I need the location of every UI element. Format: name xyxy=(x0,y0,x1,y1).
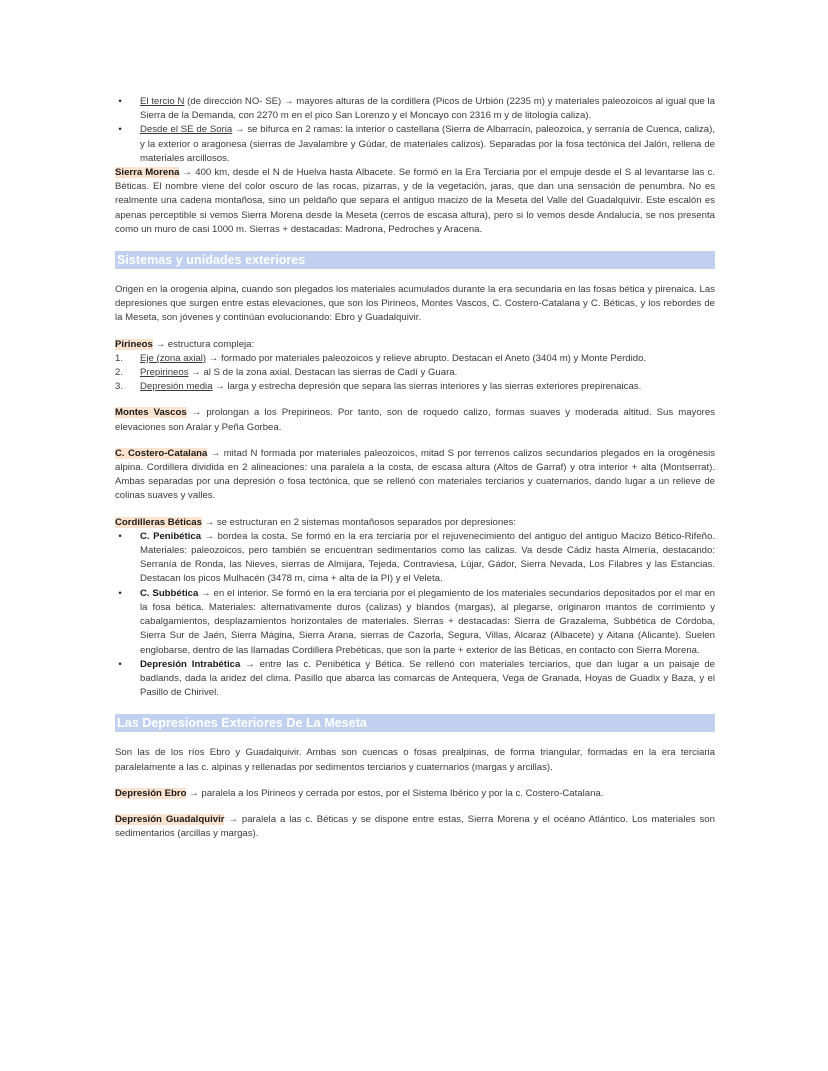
section-heading: Las Depresiones Exteriores De La Meseta xyxy=(115,714,715,732)
intro-bullet-list xyxy=(115,95,715,166)
bullet-icon: • xyxy=(118,124,122,136)
list-number: 3. xyxy=(115,381,124,393)
section-intro: Son las de los ríos Ebro y Guadalquivir. Ambas son cuencas o fosas prealpinas, de forma triangular, formadas en la era terciaria paralelamente a las c. alpinas y rellenadas por sedimentos terciarios y cuaternarios (margas y arcillas). xyxy=(115,747,715,773)
paragraph-text: → paralela a las c. Béticas y se dispone entre estas, Sierra Morena y el océano Atlántico. Los materiales son sedimentarios (arcillas y margas). xyxy=(115,813,715,840)
bullet-icon: • xyxy=(118,658,122,670)
highlighted-term: Pirineos xyxy=(115,338,153,350)
item-lead: Depresión media xyxy=(140,381,213,393)
list-number: 2. xyxy=(115,367,124,379)
item-lead: C. Subbética xyxy=(140,587,199,599)
paragraph-text: → se estructuran en 2 sistemas montañosos separados por depresiones: xyxy=(201,516,517,528)
highlighted-term: Cordilleras Béticas xyxy=(115,516,202,528)
paragraph-text: → prolongan a los Prepirineos. Por tanto, son de roquedo calizo, formas suaves y moderada altitud. Sus mayores elevaciones son Aralar y Peña Gorbea. xyxy=(115,407,715,433)
item-text: → al S de la zona axial. Destacan las sierras de Cadí y Guara. xyxy=(188,367,458,379)
highlighted-term: Montes Vascos xyxy=(115,407,187,419)
list-item xyxy=(115,123,715,166)
item-lead: C. Penibética xyxy=(140,530,202,542)
pirineos-block xyxy=(115,338,715,395)
paragraph-text: → estructura compleja: xyxy=(152,338,255,350)
paragraph-text: → 400 km, desde el N de Huelva hasta Albacete. Se formó en la Era Terciaria por el empuje desde el S al levantarse las c. Béticas. El nombre viene del color oscuro de las rocas, pizarras, y de la vegetación, jaras, que dan una sensación de penumbra. No es realmente una cadena montañosa, sino un peldaño que separa el antiguo macizo de la Meseta del Valle del Guadalquivir. Este escalón es apenas perceptible si vemos Sierra Morena desde la Meseta (cerros de escasa altura), pero si lo vemos desde Andalucía, se nos presenta como un muro de casi 1000 m. Sierras + destacadas: Madrona, Pedroches y Aracena. xyxy=(115,167,715,235)
highlighted-term: Depresión Ebro xyxy=(115,787,187,799)
highlighted-term: Depresión Guadalquivir xyxy=(115,813,225,825)
item-text: → larga y estrecha depresión que separa las sierras interiores y las sierras exteriores prepirenaicas. xyxy=(212,381,642,393)
paragraph-text: → mitad N formada por materiales paleozoicos, mitad S por terrenos calizos secundarios plegados en la orogénesis alpina. Cordillera dividida en 2 alineaciones: una paralela a la costa, de escasa altura (Altos de Garraf) y otra interior + alta (Montserrat). Ambas separadas por una depresión o fosa tectónica, que se rellenó con materiales terciarios y cuaternarios, dando lugar a un relieve de colinas suaves y valles. xyxy=(115,447,715,502)
item-lead: Depresión Intrabética xyxy=(140,658,241,670)
list-item xyxy=(115,530,715,587)
guadalquivir-paragraph xyxy=(115,813,715,841)
pirineos-heading xyxy=(115,338,715,352)
bullet-lead: Desde el SE de Soria xyxy=(140,124,233,136)
item-lead: Prepirineos xyxy=(140,367,189,379)
list-item xyxy=(115,587,715,658)
montes-vascos-paragraph xyxy=(115,406,715,434)
paragraph-text: → paralela a los Pirineos y cerrada por estos, por el Sistema Ibérico y por la c. Costero-Catalana. xyxy=(186,787,604,799)
beticas-block xyxy=(115,516,715,701)
section-heading: Sistemas y unidades exteriores xyxy=(115,251,715,269)
list-item xyxy=(115,352,715,366)
costero-catalana-paragraph xyxy=(115,447,715,504)
bullet-icon: • xyxy=(118,530,122,542)
item-text: → entre las c. Penibética y Bética. Se rellenó con materiales terciarios, que dan lugar a un paisaje de badlands, dada la aridez del clima. Pasillo que abarca las comarcas de Antequera, Vega de Granada, Hoyas de Guadix y Baza, y el Pasillo de Chirivel. xyxy=(140,658,715,699)
ebro-paragraph xyxy=(115,787,715,801)
section-intro: Origen en la orogenia alpina, cuando son plegados los materiales acumulados durante la era secundaria en las fosas bética y pirenaica. Las depresiones que surgen entre estas elevaciones, que son los Pirineos, Montes Vascos, C. Costero-Catalana y C. Béticas, y los rebordes de la Meseta, son jóvenes y continúan evolucionando: Ebro y Guadalquivir. xyxy=(115,284,715,324)
bullet-text: → se bifurca en 2 ramas: la interior o castellana (Sierra de Albarracín, paleozoica, y serranía de Cuenca, caliza), y la exterior o aragonesa (sierras de Javalambre y Gúdar, de materiales calizos). Separadas por la fosa tectónica del Jalón, rellena de materiales arcillosos. xyxy=(140,124,715,164)
item-text: → bordea la costa. Se formó en la era terciaria por el rejuvenecimiento del antiguo del antiguo Macizo Bético-Rifeño. Materiales: paleozoicos, pero también se encuentran sedimentarios como las calizas. Va desde Cádiz hasta Almería, destacando: Serranía de Ronda, las Nieves, sierras de Almijara, Tejeda, Contraviesa, Lújar, Gádor, Sierra Nevada, Los Filabres y las Estancias. Destacan los picos Mulhacén (3478 m, cima + alta de la PI) y el Veleta. xyxy=(140,530,715,585)
item-text: → formado por materiales paleozoicos y relieve abrupto. Destacan el Aneto (3404 m) y Monte Perdido. xyxy=(206,352,647,364)
sierra-morena-paragraph xyxy=(115,166,715,237)
bullet-lead: El tercio N xyxy=(140,96,185,107)
list-item xyxy=(115,380,715,394)
beticas-heading xyxy=(115,516,715,530)
page-content xyxy=(115,95,715,853)
highlighted-term: Sierra Morena xyxy=(115,167,180,179)
list-item xyxy=(115,658,715,701)
beticas-list xyxy=(115,530,715,700)
list-item xyxy=(115,366,715,380)
highlighted-term: C. Costero-Catalana xyxy=(115,447,208,459)
list-item xyxy=(115,95,715,123)
bullet-text: (de dirección NO- SE) → mayores alturas de la cordillera (Picos de Urbión (2235 m) y materiales paleozoicos al igual que la Sierra de la Demanda, con 2270 m en el pico San Lorenzo y el Moncayo con 2316 m y de litología caliza). xyxy=(140,96,715,122)
pirineos-list xyxy=(115,352,715,395)
list-number: 1. xyxy=(115,352,124,364)
bullet-icon: • xyxy=(118,96,122,107)
item-text: → en el interior. Se formó en la era terciaria por el plegamiento de los materiales secundarios depositados por el mar en la fosa bética. Materiales: alternativamente duros (calizas) y blandos (margas), al plegarse, originaron mantos de corrimiento y cabalgamientos, desplazamientos horizontales de materiales. Sierras + destacadas: Sierra de Grazalema, Subbética de Córdoba, Sierra Sur de Jaén, Sierra Mágina, Sierra Arana, sierras de Cazorla, Segura, Villas, Alcaraz (Albacete) y Aitana (Alicante). Suelen englobarse, dentro de las llamadas Cordillera Prebéticas, que son la parte + exterior de las Béticas, en contacto con Sierra Morena. xyxy=(140,587,715,656)
item-lead: Eje (zona axial) xyxy=(140,352,207,364)
bullet-icon: • xyxy=(118,587,122,599)
